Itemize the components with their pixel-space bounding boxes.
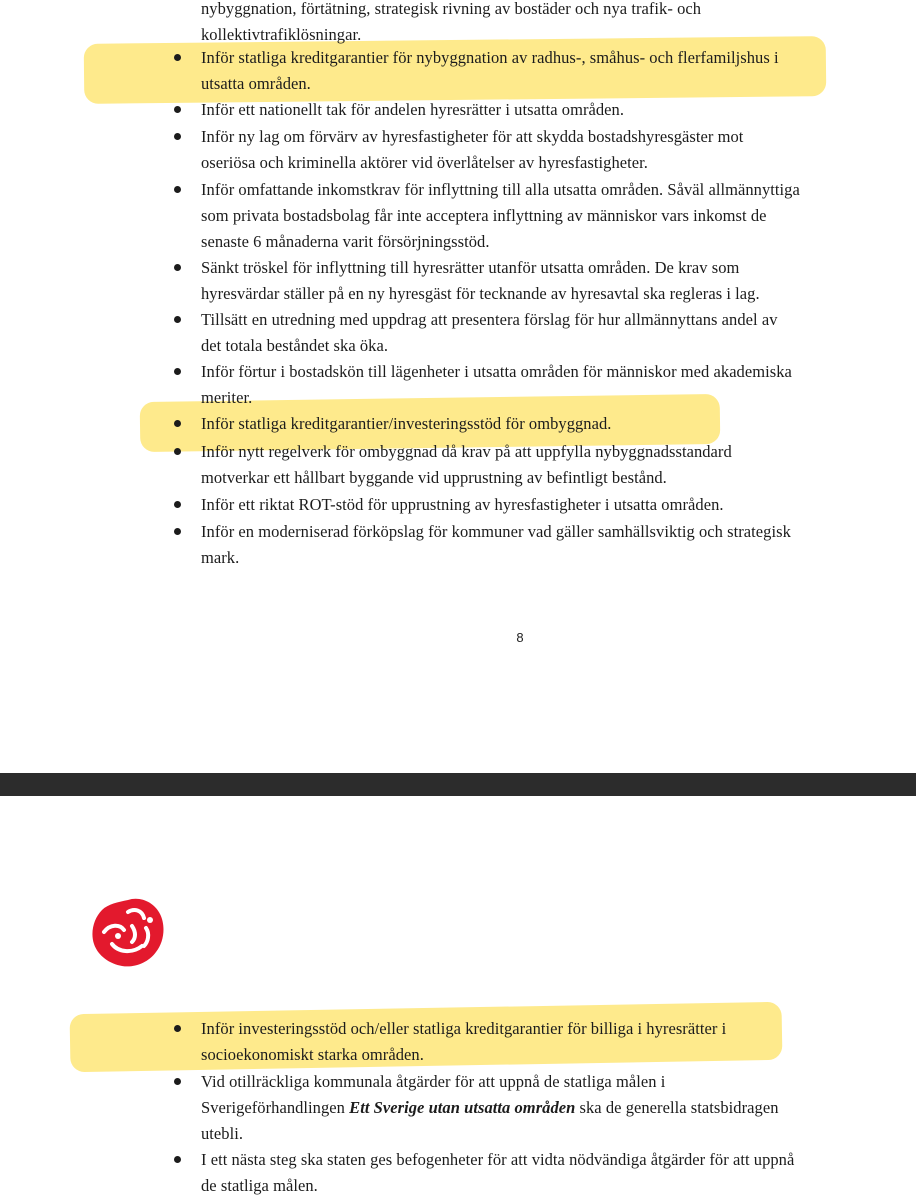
lead-text-line: kollektivtrafiklösningar. [201,25,362,44]
text-run: Sverigeförhandlingen [201,1098,350,1117]
bullet-icon [174,133,181,140]
bullet-icon [174,106,181,113]
list-item-text: det totala beståndet ska öka. [201,336,389,355]
list-item-text: Inför ett nationellt tak för andelen hyresrätter i utsatta områden. [201,100,625,119]
list-item-text: Inför ett riktat ROT-stöd för upprustning av hyresfastigheter i utsatta områden. [201,495,724,514]
page-separator [0,773,916,796]
list-item-text: Inför statliga kreditgarantier för nybyggnation av radhus-, småhus- och flerfamiljshus i [201,48,779,67]
list-item-text: motverkar ett hållbart byggande vid upprustning av befintligt bestånd. [201,468,667,487]
list-item-text: Inför statliga kreditgarantier/investeringsstöd för ombyggnad. [201,414,612,433]
emphasized-title: Ett Sverige utan utsatta områden [349,1098,576,1117]
list-item-text: Inför ny lag om förvärv av hyresfastigheter för att skydda bostadshyresgäster mot [201,127,744,146]
lead-text-line: nybyggnation, förtätning, strategisk rivning av bostäder och nya trafik- och [201,0,702,18]
list-item-text: Inför investeringsstöd och/eller statliga kreditgarantier för billiga i hyresrätter i [201,1019,727,1038]
bullet-icon [174,448,181,455]
list-item-text: utsatta områden. [201,74,311,93]
page-number: 8 [516,630,524,645]
bullet-icon [174,420,181,427]
list-item-text: I ett nästa steg ska staten ges befogenheter för att vidta nödvändiga åtgärder för att uppnå [201,1150,795,1169]
list-item-text: Inför förtur i bostadskön till lägenheter i utsatta områden för människor med akademiska [201,362,792,381]
bullet-icon [174,528,181,535]
bullet-icon [174,264,181,271]
document-page-9 [0,796,916,1200]
list-item-text: Inför en moderniserad förköpslag för kommuner vad gäller samhällsviktig och strategisk [201,522,791,541]
bullet-icon [174,316,181,323]
list-item-text: oseriösa och kriminella aktörer vid överlåtelser av hyresfastigheter. [201,153,648,172]
bullet-icon [174,186,181,193]
list-item-text: Inför nytt regelverk för ombyggnad då krav på att uppfylla nybyggnadsstandard [201,442,732,461]
list-item-text: Vid otillräckliga kommunala åtgärder för att uppnå de statliga målen i [201,1072,666,1091]
list-item-text: de statliga målen. [201,1176,318,1195]
bullet-icon [174,1078,181,1085]
list-item-text: utebli. [201,1124,244,1143]
list-item-text: meriter. [201,388,253,407]
list-item-text: Inför omfattande inkomstkrav för inflyttning till alla utsatta områden. Såväl allmännyttiga [201,180,800,199]
list-item-text: Sänkt tröskel för inflyttning till hyresrätter utanför utsatta områden. De krav som [201,258,740,277]
bullet-icon [174,1025,181,1032]
list-item-text: mark. [201,548,240,567]
list-item-text: socioekonomiskt starka områden. [201,1045,424,1064]
bullet-icon [174,54,181,61]
list-item-text [201,1095,779,1121]
list-item-text: senaste 6 månaderna varit försörjningsstöd. [201,232,490,251]
bullet-icon [174,501,181,508]
red-rose-logo-icon [88,896,166,970]
list-item-text: Tillsätt en utredning med uppdrag att presentera förslag för hur allmännyttans andel av [201,310,778,329]
bullet-icon [174,1156,181,1163]
list-item-text: hyresvärdar ställer på en ny hyresgäst för tecknande av hyresavtal ska regleras i lag. [201,284,760,303]
text-run: ska de generella statsbidragen [575,1098,779,1117]
bullet-icon [174,368,181,375]
list-item-text: som privata bostadsbolag får inte acceptera inflyttning av människor vars inkomst de [201,206,767,225]
